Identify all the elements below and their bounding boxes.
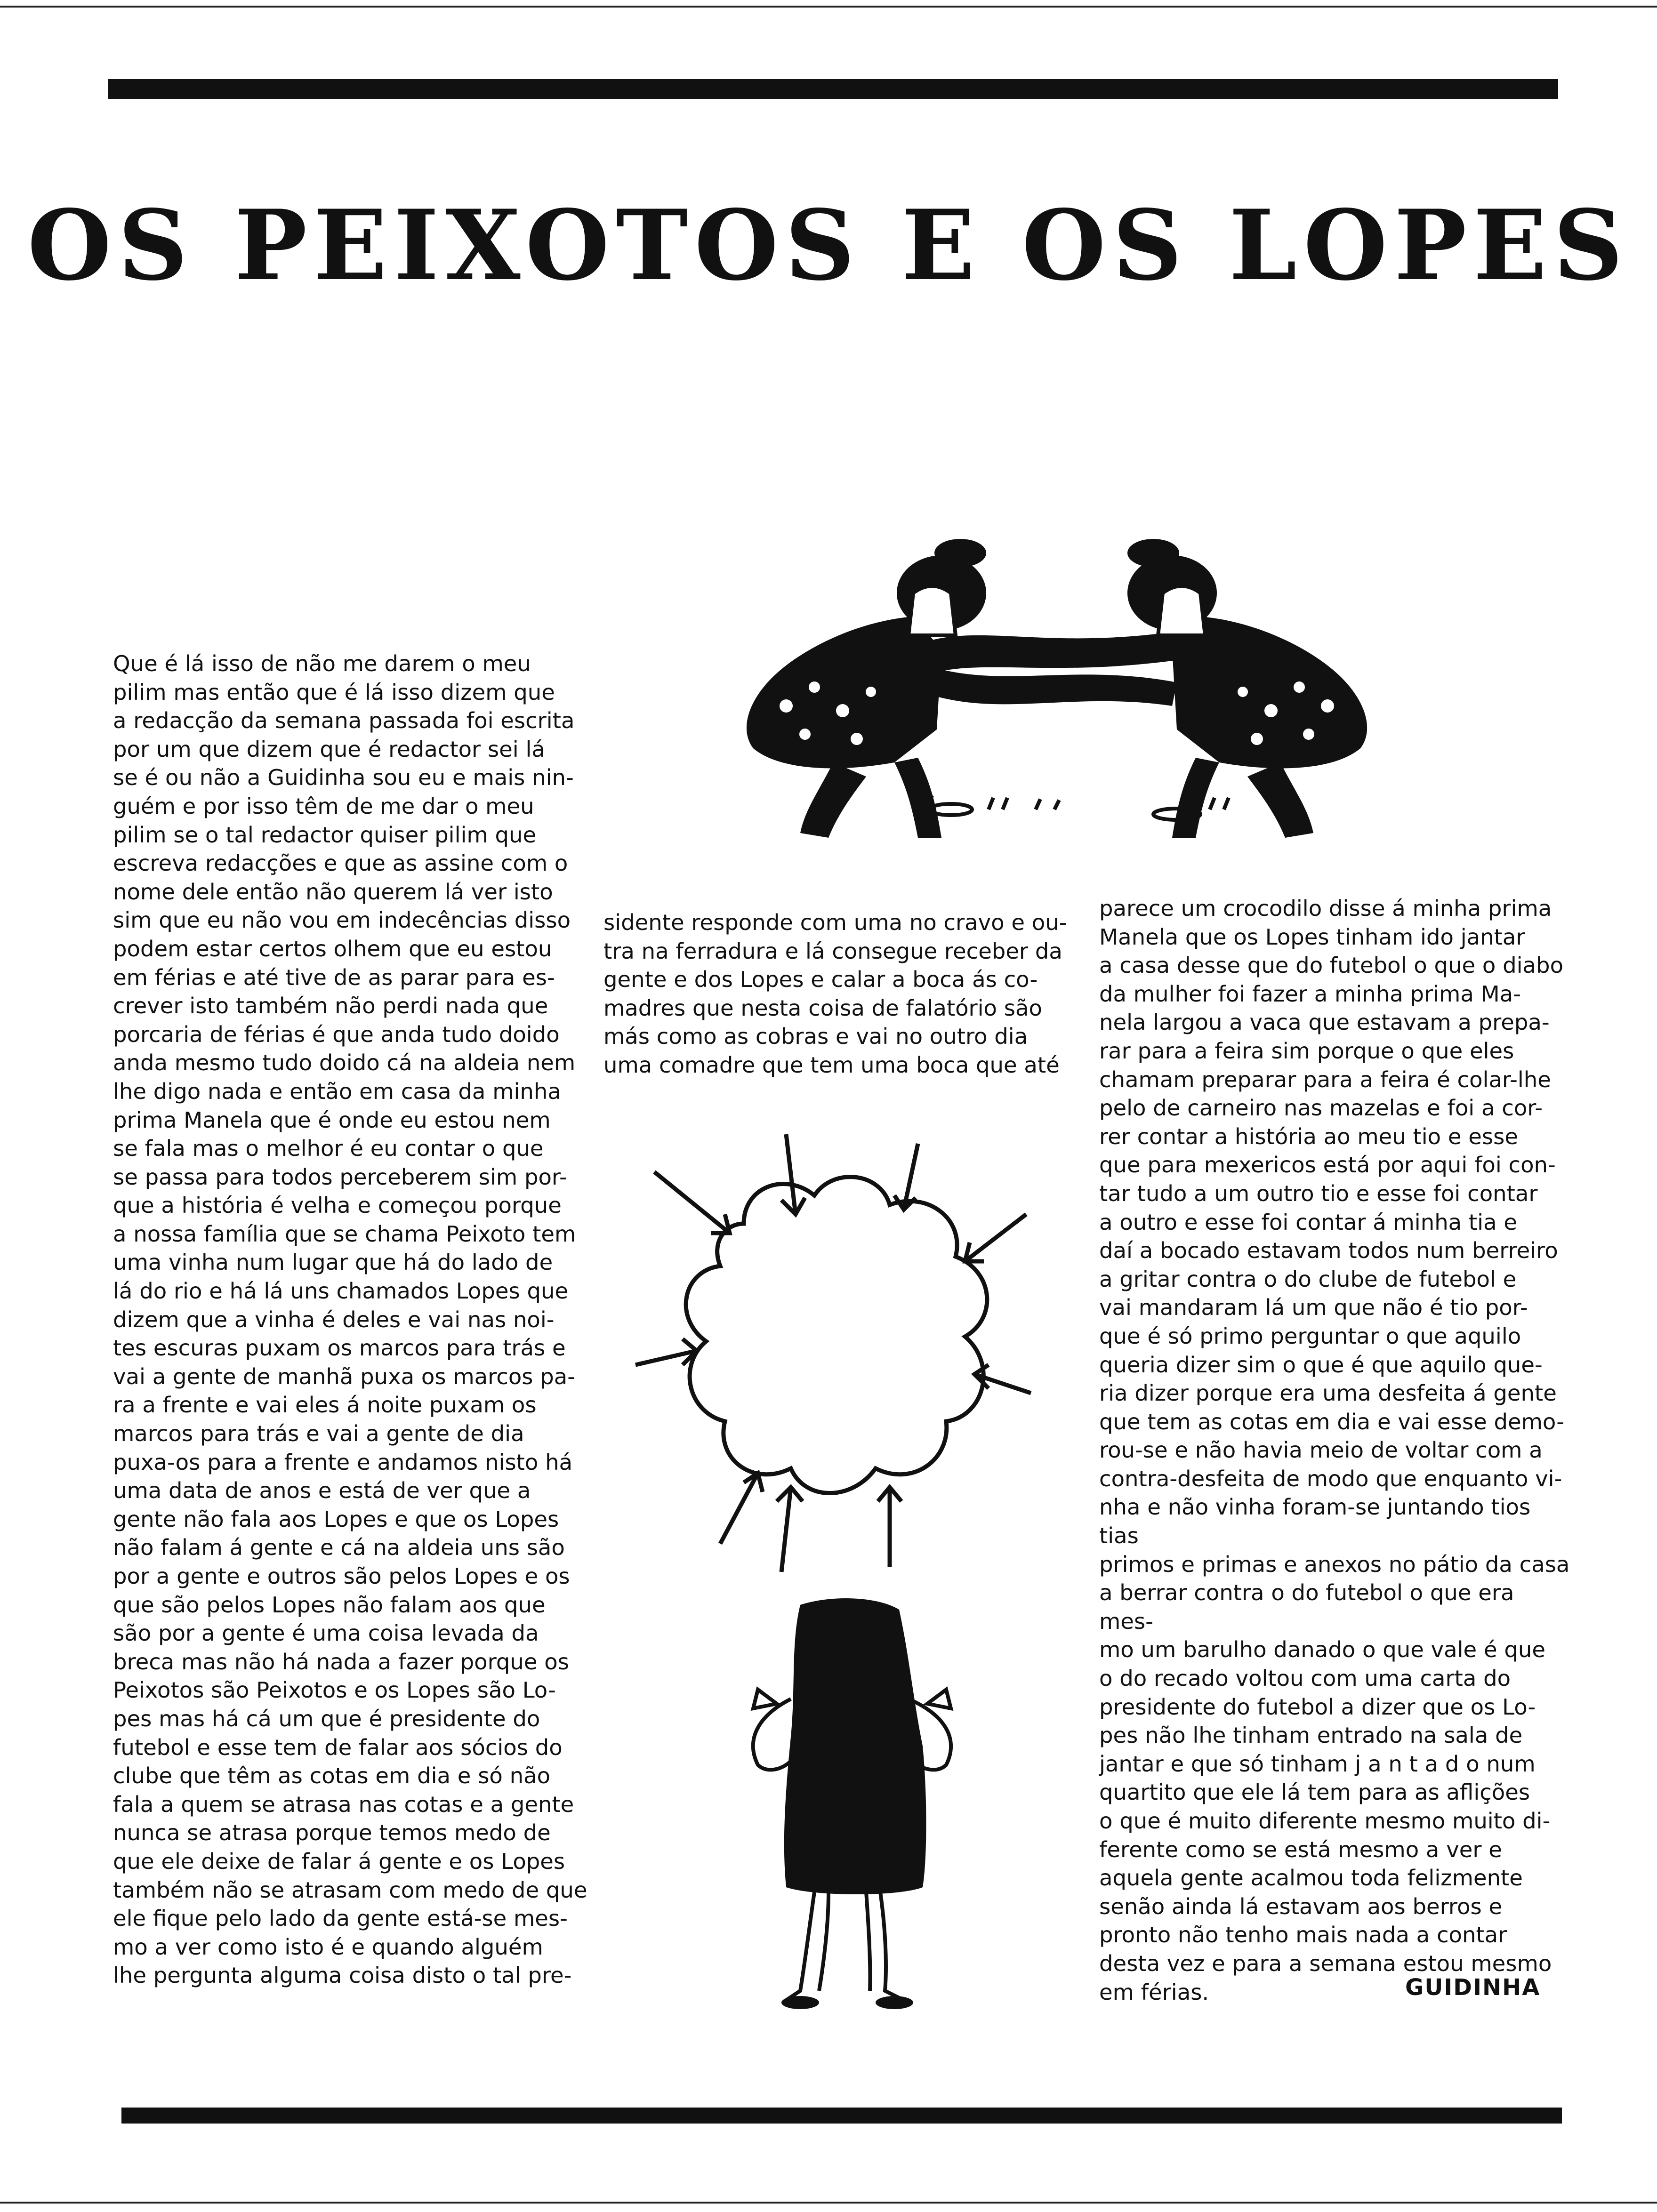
article-column-3: parece um crocodilo disse á minha prima Manela que os Lopes tinham ido jantar a casa desse que do futebol o que o diabo da mulher foi fazer a minha prima Ma- nela largou a vaca que estavam a prepa- rar para a feira sim porque o que eles chamam preparar para a feira é colar-lhe pelo de carneiro nas mazelas e foi a cor- rer contar a história ao meu tio e esse que para mexericos está por aqui foi con- tar tudo a um outro tio e esse foi contar a outro e esse foi contar á minha tia e daí a bocado estavam todos num berreiro a gritar contra o do clube de futebol e vai mandaram lá um que não é tio por- que é só primo perguntar o que aquilo queria dizer sim o que é que aquilo que- ria dizer porque era uma desfeita á gente que tem as cotas em dia e vai esse demo- rou-se e não havia meio de voltar com a contra-desfeita de modo que enquanto vi- nha e não vinha foram-se juntando tios tias primos e primas e anexos no pátio da casa a berrar contra o do futebol o que era mes- mo um barulho danado o que vale é que o do recado voltou com uma carta do presidente do futebol a dizer que os Lo- pes não lhe tinham entrado na sala de jantar e que só tinham j a n t a d o num quartito que ele lá tem para as aflições o que é muito diferente mesmo muito di- ferente como se está mesmo a ver e aquela gente acalmou toda felizmente senão ainda lá estavam aos berros e pronto não tenho mais nada a contar desta vez e para a semana estou mesmo em férias. [1099,896,1570,2005]
girl-hands-on-hips-illustration [720,1595,984,2019]
article-title: OS PEIXOTOS E OS LOPES [27,189,1630,302]
author-signature: GUIDINHA [1405,1974,1541,2001]
article-column-2: sidente responde com uma no cravo e ou- tra na ferradura e lá consegue receber da gente e dos Lopes e calar a boca ás co- madres que nesta coisa de falatório são más como as cobras e vai no outro dia uma comadre que tem uma boca que até [603,910,1067,1078]
bottom-rule [121,2108,1562,2124]
thought-cloud-illustration [626,1130,1050,1577]
top-rule [108,79,1558,99]
two-women-quarrel-illustration [631,508,1431,857]
article-column-1: Que é lá isso de não me darem o meu pilim mas então que é lá isso dizem que a redacção da semana passada foi escrita por um que dizem que é redactor sei lá se é ou não a Guidinha sou eu e mais nin- guém e por isso têm de me dar o meu pilim se o tal redactor quiser pilim que escreva redacções e que as assine com o nome dele então não querem lá ver isto sim que eu não vou em indecências disso podem estar certos olhem que eu estou em férias e até tive de as parar para es- crever isto também não perdi nada que porcaria de férias é que anda tudo doido anda mesmo tudo doido cá na aldeia nem lhe digo nada e então em casa da minha prima Manela que é onde eu estou nem se fala mas o melhor é eu contar o que se passa para todos perceberem sim por- que a história é velha e começou porque a nossa família que se chama Peixoto tem uma vinha num lugar que há do lado de lá do rio e há lá uns chamados Lopes que dizem que a vinha é deles e vai nas noi- tes escuras puxam os marcos para trás e vai a gente de manhã puxa os marcos pa- ra a frente e vai eles á noite puxam os marcos para trás e vai a gente de dia puxa-os para a frente e andamos nisto há uma data de anos e está de ver que a gente não fala aos Lopes e que os Lopes não falam á gente e cá na aldeia uns são por a gente e outros são pelos Lopes e os que são pelos Lopes não falam aos que são por a gente é uma coisa levada da breca mas não há nada a fazer porque os Peixotos são Peixotos e os Lopes são Lo- pes mas há cá um que é presidente do futebol e esse tem de falar aos sócios do clube que têm as cotas em dia e só não fala a quem se atrasa nas cotas e a gente nunca se atrasa porque temos medo de que ele deixe de falar á gente e os Lopes também não se atrasam com medo de que ele fique pelo lado da gente está-se mes- mo a ver como isto é e quando alguém lhe pergunta alguma coisa disto o tal pre- [113,651,587,1988]
